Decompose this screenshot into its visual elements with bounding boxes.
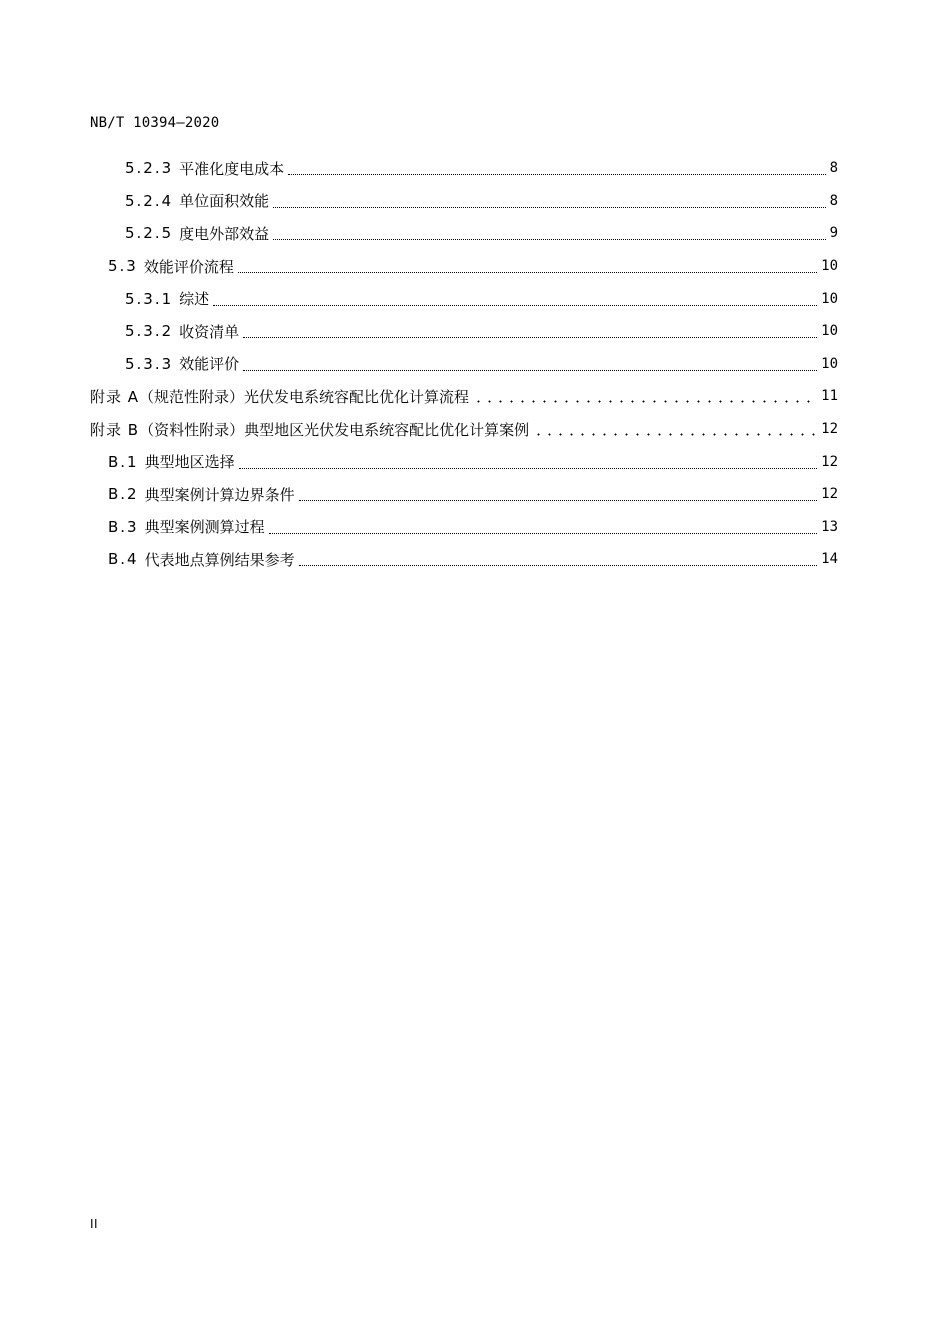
toc-entry-title: 收资清单 [179,322,240,341]
toc-entry-page: 10 [821,323,838,340]
toc-leader-dots [273,238,825,240]
toc-entry-page: 11 [821,388,838,405]
toc-entry-page: 10 [821,355,838,372]
toc-leader-dots [269,532,818,534]
toc-leader-dots [533,433,817,436]
toc-entry-page: 12 [821,486,838,503]
toc-entry-number: 5.3 [108,257,138,276]
toc-entry-page: 8 [829,192,838,209]
toc-entry-title: 综述 [179,290,210,309]
toc-entry-title: 典型地区选择 [144,453,235,472]
toc-entry-title: （规范性附录）光伏发电系统容配比优化计算流程 [139,387,470,406]
toc-entry-5-2-3[interactable] [90,152,838,185]
toc-entry-title: 典型案例测算过程 [144,518,265,537]
toc-leader-dots [238,271,817,273]
toc-entry-5-3[interactable] [90,250,838,283]
toc-entry-5-3-3[interactable] [90,348,838,381]
standard-number-header: NB/T 10394—2020 [90,115,220,131]
toc-leader-dots [273,206,825,208]
table-of-contents [90,152,838,576]
toc-entry-b-2[interactable] [90,478,838,511]
toc-leader-dots [288,173,825,175]
toc-entry-number: 5.3.2 [125,322,174,341]
toc-entry-title: （资料性附录）典型地区光伏发电系统容配比优化计算案例 [139,420,530,439]
toc-entry-page: 9 [829,225,838,242]
toc-entry-number: 5.2.5 [125,224,174,243]
toc-entry-page: 10 [821,258,838,275]
toc-leader-dots [299,564,818,566]
toc-entry-number: B.3 [108,517,139,536]
toc-leader-dots [299,499,818,501]
toc-entry-5-2-5[interactable] [90,217,838,250]
toc-entry-5-3-1[interactable] [90,282,838,315]
toc-entry-number: B.4 [108,550,139,569]
toc-entry-number: 附录 B [90,420,140,439]
toc-leader-dots [473,400,817,403]
toc-entry-number: 5.2.4 [125,191,174,210]
toc-entry-title: 单位面积效能 [179,192,270,211]
toc-entry-b-1[interactable] [90,445,838,478]
toc-entry-number: B.1 [108,452,139,471]
toc-entry-title: 代表地点算例结果参考 [144,550,295,569]
toc-entry-page: 14 [821,551,838,568]
toc-entry-number: 5.3.1 [125,289,174,308]
toc-entry-number: 5.3.3 [125,354,174,373]
page-number-roman: II [90,1217,99,1231]
toc-leader-dots [213,304,817,306]
toc-entry-b-3[interactable] [90,511,838,544]
toc-entry-number: 5.2.3 [125,159,174,178]
toc-entry-page: 12 [821,421,838,438]
toc-entry-title: 平准化度电成本 [179,159,285,178]
toc-entry-page: 10 [821,290,838,307]
toc-entry-appendix-b[interactable] [90,413,838,446]
toc-entry-b-4[interactable] [90,543,838,576]
toc-entry-number: B.2 [108,485,139,504]
toc-leader-dots [239,467,818,469]
toc-entry-title: 度电外部效益 [179,224,270,243]
toc-entry-page: 12 [821,453,838,470]
toc-leader-dots [243,336,817,338]
toc-entry-number: 附录 A [90,387,140,406]
toc-entry-title: 效能评价 [179,355,240,374]
toc-entry-title: 典型案例计算边界条件 [144,485,295,504]
toc-entry-appendix-a[interactable] [90,380,838,413]
toc-entry-page: 13 [821,518,838,535]
toc-leader-dots [243,369,817,371]
toc-entry-title: 效能评价流程 [143,257,234,276]
toc-entry-5-2-4[interactable] [90,185,838,218]
toc-entry-page: 8 [829,160,838,177]
toc-entry-5-3-2[interactable] [90,315,838,348]
